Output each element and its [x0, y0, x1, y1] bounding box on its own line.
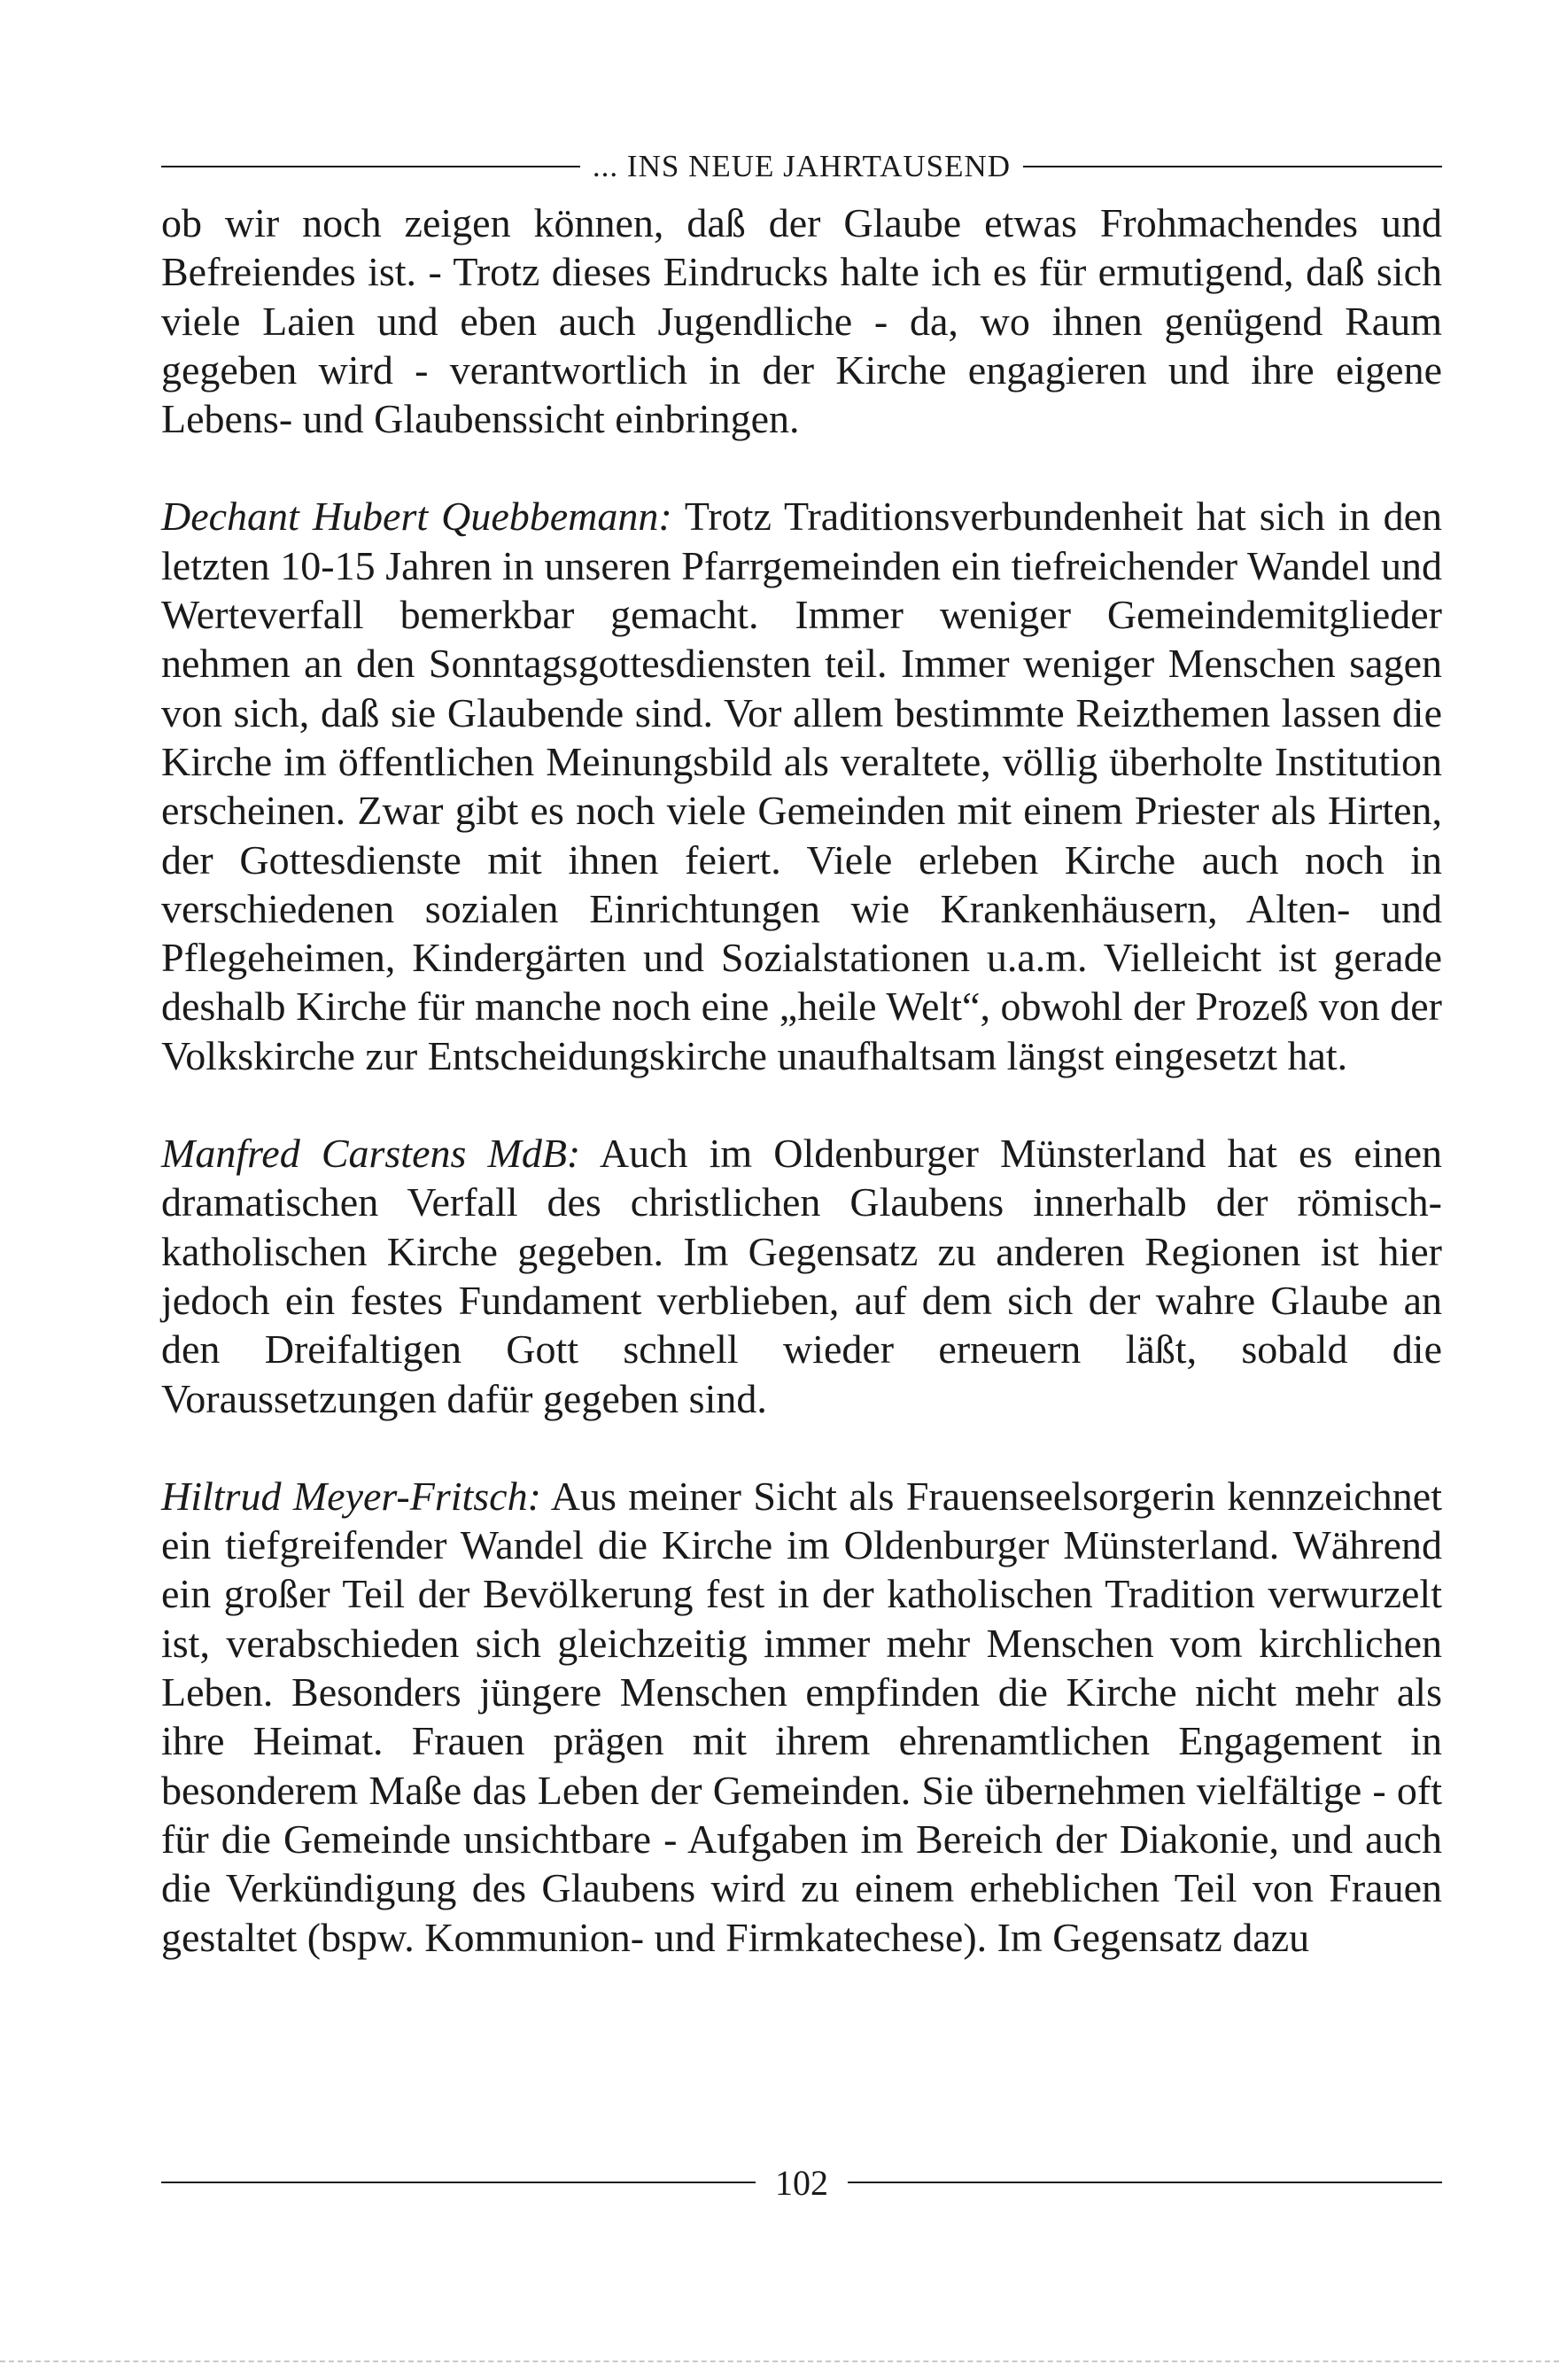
paragraph-text: Auch im Oldenburger Münsterland hat es einen dramatischen Verfall des christlichen Glaubens innerhalb der römisch-katholischen Kirche gegeben. Im Gegensatz zu anderen Regionen ist hier jedoch ein festes Fundament verblieben, auf dem sich der wahre Glaube an den Dreifaltigen Gott schnell wieder erneuern läßt, sobald die Voraussetzungen dafür gegeben sind. — [161, 1131, 1443, 1421]
page-number: 102 — [775, 2162, 828, 2203]
body-text — [161, 198, 1442, 1962]
paragraph-carstens — [161, 1129, 1442, 1423]
speaker-name: Manfred Carstens MdB: — [161, 1131, 581, 1177]
paragraph-continuation — [161, 198, 1442, 443]
running-head — [161, 142, 1442, 191]
running-head-left-rule — [161, 166, 580, 167]
paragraph-text: ob wir noch zeigen können, daß der Glaube etwas Frohmachendes und Befreiendes ist. - Trotz dieses Eindrucks halte ich es für ermutigend, daß sich viele Laien und eben auch Jugendliche - da, wo ihnen genügend Raum gegeben wird - verantwortlich in der Kirche engagieren und ihre eigene Lebens- und Glaubenssicht einbringen. — [161, 200, 1442, 442]
footer-left-rule — [161, 2182, 756, 2183]
running-head-right-rule — [1023, 166, 1442, 167]
scan-edge-divider — [0, 2361, 1559, 2362]
speaker-name: Hiltrud Meyer-Fritsch: — [161, 1473, 541, 1519]
paragraph-quebbemann — [161, 492, 1442, 1080]
paragraph-meyer-fritsch — [161, 1472, 1442, 1962]
running-head-title: ... INS NEUE JAHRTAUSEND — [592, 149, 1012, 183]
footer-right-rule — [848, 2182, 1442, 2183]
speaker-name: Dechant Hubert Quebbemann: — [161, 494, 672, 540]
book-page — [161, 142, 1442, 1962]
page-footer — [161, 2158, 1442, 2207]
paragraph-text: Trotz Traditionsverbundenheit hat sich in den letzten 10-15 Jahren in unseren Pfarrgemeinden ein tiefreichender Wandel und Werteverfall bemerkbar gemacht. Immer weniger Gemeindemitglieder nehmen an den Sonntagsgottesdiensten teil. Immer weniger Menschen sagen von sich, daß sie Glaubende sind. Vor allem bestimmte Reizthemen lassen die Kirche im öffentlichen Meinungsbild als veraltete, völlig überholte Institution erscheinen. Zwar gibt es noch viele Gemeinden mit einem Priester als Hirten, der Gottesdienste mit ihnen feiert. Viele erleben Kirche auch noch in verschiedenen sozialen Einrichtungen wie Krankenhäusern, Alten- und Pflegeheimen, Kindergärten und Sozialstationen u.a.m. Vielleicht ist gerade deshalb Kirche für manche noch eine „heile Welt“, obwohl der Prozeß von der Volkskirche zur Entscheidungskirche unaufhaltsam längst eingesetzt hat. — [161, 494, 1442, 1078]
paragraph-text: Aus meiner Sicht als Frauenseelsorgerin kennzeichnet ein tiefgreifender Wandel die Kirche im Oldenburger Münsterland. Während ein großer Teil der Bevölkerung fest in der katholischen Tradition verwurzelt ist, verabschieden sich gleichzeitig immer mehr Menschen vom kirchlichen Leben. Besonders jüngere Menschen empfinden die Kirche nicht mehr als ihre Heimat. Frauen prägen mit ihrem ehrenamtlichen Engagement in besonderem Maße das Leben der Gemeinden. Sie übernehmen vielfältige - oft für die Gemeinde unsichtbare - Aufgaben im Bereich der Diakonie, und auch die Verkündigung des Glaubens wird zu einem erheblichen Teil von Frauen gestaltet (bspw. Kommunion- und Firmkatechese). Im Gegensatz dazu — [161, 1473, 1443, 1960]
